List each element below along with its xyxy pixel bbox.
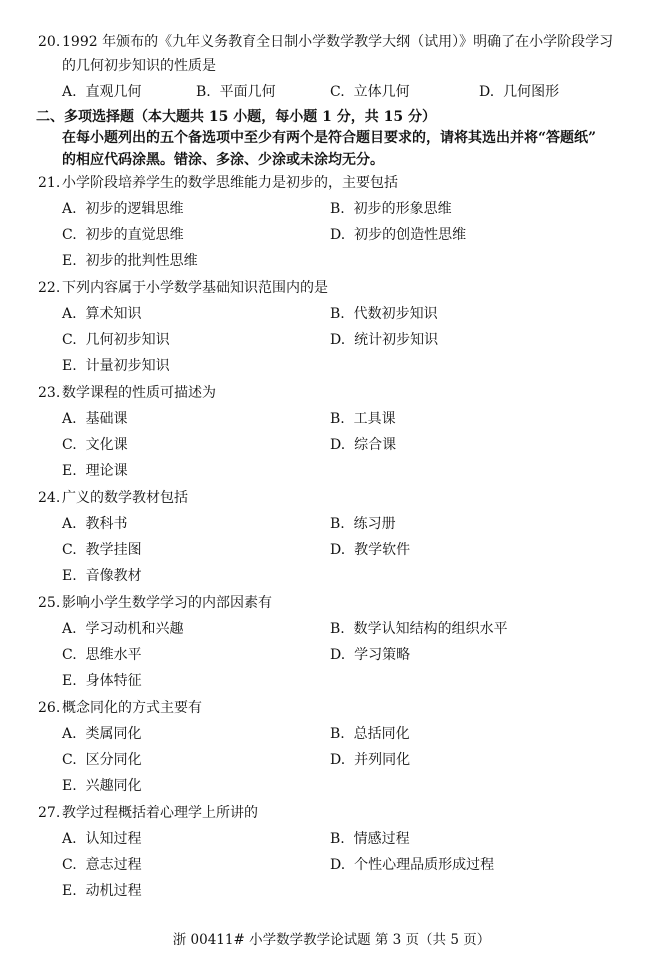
option-text: 区分同化: [85, 752, 142, 768]
option-text: 学习策略: [354, 647, 411, 663]
option-e: [62, 776, 142, 796]
option-text: 直观几何: [85, 84, 142, 100]
option-a: [62, 724, 141, 744]
option-label: C.: [62, 332, 77, 348]
option-label: E.: [62, 673, 77, 689]
option-a: [62, 304, 141, 324]
question-stem: 影响小学生数学学习的内部因素有: [62, 595, 272, 611]
option-label: B.: [330, 201, 345, 217]
option-text: 个性心理品质形成过程: [354, 857, 495, 873]
option-text: 学习动机和兴趣: [85, 621, 184, 637]
option-text: 文化课: [85, 437, 128, 453]
option-label: D.: [330, 227, 346, 243]
question-stem: 数学课程的性质可描述为: [62, 385, 216, 401]
option-label: E.: [62, 883, 77, 899]
option-c: [62, 750, 142, 770]
option-label: E.: [62, 463, 77, 479]
question-stem: 广义的数学教材包括: [62, 490, 188, 506]
option-e: [62, 671, 142, 691]
option-e: [62, 566, 142, 586]
q20-option-a: [62, 82, 141, 102]
option-text: 初步的形象思维: [353, 201, 452, 217]
option-label: C.: [62, 752, 77, 768]
option-label: A.: [62, 306, 77, 322]
option-b: [330, 304, 438, 324]
question-number: 27.: [38, 805, 61, 821]
option-c: [62, 225, 184, 245]
q20-option-b: [196, 82, 276, 102]
option-text: 统计初步知识: [354, 332, 439, 348]
option-label: D.: [330, 752, 346, 768]
q20-option-d: [479, 82, 559, 102]
question-stem: 小学阶段培养学生的数学思维能力是初步的，主要包括: [62, 175, 398, 191]
option-text: 兴趣同化: [85, 778, 142, 794]
option-label: A.: [62, 831, 77, 847]
option-text: 思维水平: [85, 647, 142, 663]
option-b: [330, 829, 410, 849]
option-label: D.: [479, 84, 495, 100]
option-label: C.: [62, 857, 77, 873]
question-number: 22.: [38, 280, 61, 296]
option-text: 认知过程: [85, 831, 142, 847]
option-b: [330, 199, 452, 219]
option-text: 理论课: [85, 463, 128, 479]
option-a: [62, 409, 127, 429]
question-number: 23.: [38, 385, 61, 401]
option-text: 平面几何: [219, 84, 276, 100]
page-footer: 浙 00411# 小学数学教学论试题 第 3 页（共 5 页）: [172, 932, 491, 948]
option-b: [330, 409, 396, 429]
option-text: 工具课: [353, 411, 396, 427]
question-stem: 概念同化的方式主要有: [62, 700, 202, 716]
option-c: [62, 330, 170, 350]
option-text: 练习册: [353, 516, 396, 532]
option-label: D.: [330, 542, 346, 558]
option-label: E.: [62, 358, 77, 374]
option-d: [330, 435, 396, 455]
option-text: 并列同化: [354, 752, 411, 768]
option-a: [62, 199, 183, 219]
option-text: 意志过程: [85, 857, 142, 873]
option-text: 几何初步知识: [85, 332, 170, 348]
option-label: D.: [330, 437, 346, 453]
option-text: 初步的批判性思维: [85, 253, 198, 269]
option-text: 数学认知结构的组织水平: [353, 621, 508, 637]
option-a: [62, 619, 183, 639]
option-e: [62, 356, 170, 376]
option-label: D.: [330, 857, 346, 873]
option-c: [62, 435, 128, 455]
option-text: 综合课: [354, 437, 397, 453]
q20-option-c: [330, 82, 410, 102]
option-d: [330, 330, 438, 350]
option-text: 动机过程: [85, 883, 142, 899]
option-label: C.: [62, 227, 77, 243]
option-label: D.: [330, 332, 346, 348]
option-label: C.: [62, 437, 77, 453]
option-b: [330, 724, 410, 744]
option-c: [62, 855, 142, 875]
question-stem: 教学过程概括着心理学上所讲的: [62, 805, 258, 821]
question-stem: 下列内容属于小学数学基础知识范围内的是: [62, 280, 328, 296]
option-c: [62, 540, 142, 560]
option-text: 类属同化: [85, 726, 142, 742]
option-text: 初步的逻辑思维: [85, 201, 184, 217]
option-a: [62, 829, 141, 849]
option-label: B.: [330, 306, 345, 322]
option-c: [62, 645, 142, 665]
option-label: A.: [62, 201, 77, 217]
option-label: B.: [196, 84, 211, 100]
option-text: 初步的直觉思维: [85, 227, 184, 243]
option-label: E.: [62, 253, 77, 269]
option-text: 计量初步知识: [85, 358, 170, 374]
option-text: 几何图形: [503, 84, 560, 100]
option-d: [330, 540, 410, 560]
option-d: [330, 750, 410, 770]
option-text: 总括同化: [353, 726, 410, 742]
option-label: E.: [62, 778, 77, 794]
option-text: 身体特征: [85, 673, 142, 689]
option-label: C.: [62, 542, 77, 558]
option-text: 音像教材: [85, 568, 142, 584]
option-d: [330, 855, 494, 875]
option-label: E.: [62, 568, 77, 584]
option-b: [330, 619, 508, 639]
section-instruction-line2: 的相应代码涂黑。错涂、多涂、少涂或未涂均无分。: [62, 152, 384, 168]
option-label: B.: [330, 726, 345, 742]
option-text: 立体几何: [353, 84, 410, 100]
question-number: 24.: [38, 490, 61, 506]
option-d: [330, 225, 466, 245]
option-label: A.: [62, 621, 77, 637]
option-e: [62, 251, 198, 271]
q20-stem-line1: 1992 年颁布的《九年义务教育全日制小学数学教学大纲（试用）》明确了在小学阶段学习: [62, 34, 614, 50]
option-label: C.: [330, 84, 345, 100]
option-label: B.: [330, 621, 345, 637]
option-label: A.: [62, 84, 77, 100]
option-e: [62, 881, 142, 901]
option-b: [330, 514, 396, 534]
option-e: [62, 461, 128, 481]
option-text: 代数初步知识: [353, 306, 438, 322]
option-text: 教科书: [85, 516, 128, 532]
question-number: 26.: [38, 700, 61, 716]
option-text: 教学挂图: [85, 542, 142, 558]
option-label: D.: [330, 647, 346, 663]
option-label: A.: [62, 411, 77, 427]
option-label: A.: [62, 516, 77, 532]
option-text: 教学软件: [354, 542, 411, 558]
option-label: C.: [62, 647, 77, 663]
section-instruction-line1: 在每小题列出的五个备选项中至少有两个是符合题目要求的，请将其选出并将“答题纸”: [62, 130, 597, 146]
option-text: 基础课: [85, 411, 128, 427]
option-d: [330, 645, 410, 665]
option-label: B.: [330, 411, 345, 427]
q20-number: 20.: [38, 34, 61, 50]
option-text: 初步的创造性思维: [354, 227, 467, 243]
option-label: A.: [62, 726, 77, 742]
question-number: 21.: [38, 175, 61, 191]
question-number: 25.: [38, 595, 61, 611]
q20-stem-line2: 的几何初步知识的性质是: [62, 58, 216, 74]
option-a: [62, 514, 127, 534]
option-label: B.: [330, 516, 345, 532]
option-text: 算术知识: [85, 306, 142, 322]
option-text: 情感过程: [353, 831, 410, 847]
section-title: 二、多项选择题（本大题共 15 小题，每小题 1 分，共 15 分）: [36, 109, 436, 125]
option-label: B.: [330, 831, 345, 847]
